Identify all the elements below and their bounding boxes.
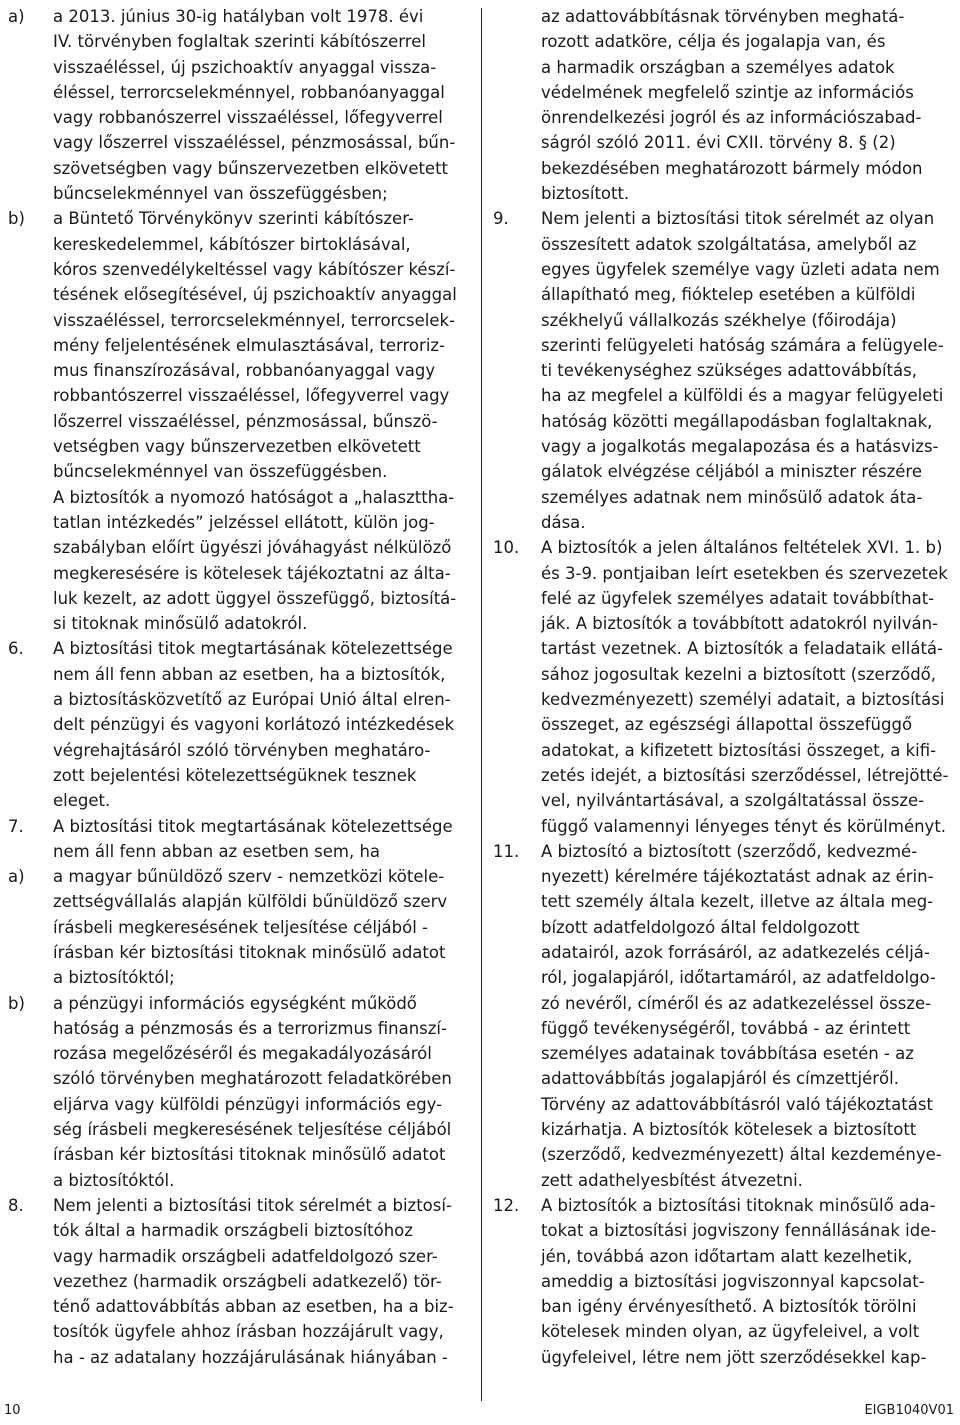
line-text: visszaéléssel, terrorcselekménnyel, terrorcselek-: [53, 310, 456, 330]
line-text: a magyar bűnüldöző szerv - nemzetközi kötele-: [53, 867, 445, 887]
line-text: Nem jelenti a biztosítási titok sérelmét az olyan: [541, 209, 935, 229]
line-text: székhelyű vállalkozás székhelye (főirodája): [541, 310, 897, 330]
text-line: [8, 1117, 468, 1142]
text-line: [8, 459, 468, 484]
text-line: [8, 889, 468, 914]
text-line: [8, 232, 468, 257]
text-line: [8, 814, 468, 839]
line-text: zetés idejét, a biztosítási szerződéssel, létrejötté-: [541, 765, 949, 785]
line-text: gálatok elvégzése céljából a miniszter részére: [541, 462, 922, 482]
line-text: Nem jelenti a biztosítási titok sérelmét a biztosí-: [53, 1195, 452, 1215]
text-line: [493, 712, 955, 737]
line-text: nem áll fenn abban az esetben, ha a biztosítók,: [53, 664, 446, 684]
text-line: [8, 257, 468, 282]
text-line: [493, 510, 955, 535]
line-text: A biztosító a biztosított (szerződő, kedvezmé-: [541, 841, 918, 861]
line-text: egyes ügyfelek személye vagy üzleti adata nem: [541, 259, 940, 279]
text-line: [493, 586, 955, 611]
text-line: [8, 156, 468, 181]
text-line: [8, 181, 468, 206]
line-text: A biztosítási titok megtartásának kötelezettsége: [53, 816, 453, 836]
text-line: [8, 1319, 468, 1344]
line-text: kóros szenvedélykeltéssel vagy kábítószer készí-: [53, 259, 456, 279]
line-text: állapítható meg, fióktelep esetében a külföldi: [541, 285, 916, 305]
line-text: ságról szóló 2011. évi CXII. törvény 8. § (2): [541, 133, 896, 153]
line-text: zó nevéről, címéről és az adatkezeléssel össze-: [541, 993, 932, 1013]
text-line: [8, 561, 468, 586]
text-line: [493, 434, 955, 459]
item-label: 6.: [8, 639, 24, 659]
text-line: [493, 1193, 955, 1218]
text-line: [8, 788, 468, 813]
text-line: [8, 1168, 468, 1193]
text-line: [493, 1345, 955, 1370]
text-line: [493, 1244, 955, 1269]
text-line: [493, 636, 955, 661]
text-line: [8, 358, 468, 383]
line-text: nyezett) kérelmére tájékoztatást adnak az érin-: [541, 867, 934, 887]
text-line: [493, 535, 955, 560]
text-line: [493, 1092, 955, 1117]
line-text: adattovábbítás jogalapjáról és címzettjéről.: [541, 1069, 899, 1089]
text-line: [493, 485, 955, 510]
text-line: [493, 105, 955, 130]
line-text: szabályban előírt ügyészi jóváhagyást nélkülöző: [53, 538, 452, 558]
text-line: [493, 333, 955, 358]
text-line: [493, 156, 955, 181]
text-line: [493, 358, 955, 383]
line-text: hatóság a pénzmosás és a terrorizmus finanszí-: [53, 1018, 447, 1038]
text-line: [493, 80, 955, 105]
line-text: rozása megelőzéséről és megakadályozásáról: [53, 1044, 432, 1064]
line-text: robbantószerrel visszaéléssel, lőfegyverrel vagy: [53, 386, 450, 406]
line-text: zett adathelyesbítést átvezetni.: [541, 1170, 803, 1190]
line-text: személyes adatnak nem minősülő adatok áta-: [541, 487, 923, 507]
line-text: bekezdésében meghatározott bármely módon: [541, 158, 923, 178]
text-line: [8, 1016, 468, 1041]
text-line: [493, 561, 955, 586]
text-line: [493, 4, 955, 29]
line-text: vetségben vagy bűnszervezetben elkövetett: [53, 437, 421, 457]
line-text: függő valamennyi lényeges tényt és körülményt.: [541, 816, 947, 836]
item-label: 10.: [493, 538, 520, 558]
line-text: bűncselekménnyel van összefüggésben;: [53, 184, 388, 204]
line-text: a pénzügyi információs egységként működő: [53, 993, 417, 1013]
line-text: zettségvállalás alapján külföldi bűnüldöző szerv: [53, 892, 448, 912]
text-line: [493, 308, 955, 333]
line-text: önrendelkezési jogról és az információszabad-: [541, 108, 922, 128]
text-line: [8, 1041, 468, 1066]
text-line: [493, 1016, 955, 1041]
text-line: [493, 181, 955, 206]
line-text: éléssel, terrorcselekménnyel, robbanóanyaggal: [53, 82, 445, 102]
line-text: tett személy általa kezelt, illetve az általa meg-: [541, 892, 934, 912]
line-text: bűncselekménnyel van összefüggésben.: [53, 462, 388, 482]
line-text: A biztosítók a biztosítási titoknak minősülő ada-: [541, 1195, 936, 1215]
line-text: ti tevékenységhez szükséges adattovábbítás,: [541, 361, 917, 381]
text-line: [8, 965, 468, 990]
line-text: jén, továbbá azon időtartam alatt kezelhetik,: [541, 1246, 913, 1266]
item-label: 8.: [8, 1195, 24, 1215]
text-line: [493, 1142, 955, 1167]
text-line: [493, 889, 955, 914]
line-text: a Büntető Törvénykönyv szerinti kábítószer-: [53, 209, 414, 229]
text-line: [8, 839, 468, 864]
line-text: mus finanszírozásával, robbanóanyaggal vagy: [53, 361, 436, 381]
text-line: [8, 1142, 468, 1167]
document-code: EIGB1040V01: [864, 1403, 954, 1418]
line-text: szóló törvényben meghatározott feladatkörében: [53, 1069, 452, 1089]
line-text: adatairól, azok forrásáról, az adatkezelés céljá-: [541, 942, 930, 962]
line-text: írásban kér biztosítási titoknak minősülő adatot: [53, 942, 446, 962]
line-text: vagy a jogalkotás megalapozása és a hatásvizs-: [541, 437, 939, 457]
line-text: megkeresésére is kötelesek tájékoztatni az álta-: [53, 563, 451, 583]
line-text: ról, jogalapjáról, időtartamáról, az adatfeldolgo-: [541, 968, 936, 988]
line-text: a biztosítóktól;: [53, 968, 175, 988]
text-line: [8, 1269, 468, 1294]
text-line: [8, 738, 468, 763]
text-line: [493, 611, 955, 636]
text-line: [8, 1294, 468, 1319]
line-text: ban igény érvényesíthető. A biztosítók törölni: [541, 1297, 917, 1317]
text-line: [8, 991, 468, 1016]
text-line: [493, 864, 955, 889]
text-line: [493, 29, 955, 54]
line-text: végrehajtásáról szóló törvényben meghatáro-: [53, 740, 431, 760]
text-line: [8, 636, 468, 661]
text-line: [8, 206, 468, 231]
line-text: ják. A biztosítók a továbbított adatokról nyilván-: [541, 614, 939, 634]
line-text: A biztosítási titok megtartásának kötelezettsége: [53, 639, 453, 659]
text-line: [8, 80, 468, 105]
line-text: ha - az adatalany hozzájárulásának hiányában -: [53, 1347, 448, 1367]
line-text: (szerződő, kedvezményezett) által kezdeménye-: [541, 1145, 942, 1165]
text-line: [493, 738, 955, 763]
text-line: [8, 383, 468, 408]
line-text: hatóság közötti megállapodásban foglaltaknak,: [541, 411, 933, 431]
line-text: tartást vezetnek. A biztosítók a feladataik ellátá-: [541, 639, 943, 659]
text-line: [8, 687, 468, 712]
text-line: [8, 105, 468, 130]
text-line: [8, 282, 468, 307]
line-text: mény feljelentésének elmulasztásával, terroriz-: [53, 335, 446, 355]
line-text: és 3-9. pontjaiban leírt esetekben és szervezetek: [541, 563, 948, 583]
line-text: vagy robbanószerrel visszaéléssel, lőfegyverrel: [53, 108, 443, 128]
text-line: [493, 459, 955, 484]
text-line: [493, 383, 955, 408]
line-text: rozott adatköre, célja és jogalapja van, és: [541, 32, 886, 52]
text-line: [8, 485, 468, 510]
line-text: az adattovábbításnak törvényben meghatá-: [541, 7, 905, 26]
line-text: adatokat, a kifizetett biztosítási összeget, a kifi-: [541, 740, 937, 760]
line-text: kötelesek minden olyan, az ügyfeleivel, a volt: [541, 1322, 920, 1342]
line-text: vagy lőszerrel visszaéléssel, pénzmosással, bűn-: [53, 133, 456, 153]
item-label: 9.: [493, 209, 509, 229]
text-line: [8, 55, 468, 80]
line-text: vagy harmadik országbeli adatfeldolgozó szer-: [53, 1246, 438, 1266]
line-text: zott bejelentési kötelezettségüknek tesznek: [53, 765, 417, 785]
text-line: [8, 4, 468, 29]
line-text: ség írásbeli megkeresésének teljesítése céljából: [53, 1120, 452, 1140]
text-line: [493, 1041, 955, 1066]
text-line: [493, 282, 955, 307]
line-text: írásban kér biztosítási titoknak minősülő adatot: [53, 1145, 446, 1165]
text-line: [8, 1193, 468, 1218]
text-line: [493, 1168, 955, 1193]
line-text: kereskedelemmel, kábítószer birtoklásával,: [53, 234, 411, 254]
line-text: kizárhatja. A biztosítók kötelesek a biztosított: [541, 1120, 917, 1140]
text-line: [493, 257, 955, 282]
text-line: [493, 662, 955, 687]
line-text: vel, nyilvántartásával, a szolgáltatással össze-: [541, 791, 925, 811]
item-label: 11.: [493, 841, 520, 861]
text-line: [493, 1269, 955, 1294]
line-text: tokat a biztosítási jogviszony fennállásának ide-: [541, 1221, 937, 1241]
text-line: [493, 940, 955, 965]
text-line: [8, 940, 468, 965]
text-line: [493, 788, 955, 813]
text-line: [8, 333, 468, 358]
text-line: [493, 130, 955, 155]
text-line: [8, 763, 468, 788]
item-label: a): [8, 7, 25, 26]
text-line: [8, 130, 468, 155]
text-line: [8, 586, 468, 611]
line-text: ameddig a biztosítási jogviszonnyal kapcsolat-: [541, 1271, 925, 1291]
text-line: [493, 839, 955, 864]
text-line: [493, 409, 955, 434]
text-line: [493, 687, 955, 712]
text-line: [8, 712, 468, 737]
text-line: [493, 206, 955, 231]
text-line: [493, 232, 955, 257]
text-line: [8, 29, 468, 54]
line-text: A biztosítók a nyomozó hatóságot a „halaszttha-: [53, 487, 455, 507]
column-divider: [481, 8, 482, 1401]
line-text: luk kezelt, az adott üggyel összefüggő, biztosítá-: [53, 588, 457, 608]
left-column: [8, 4, 468, 1370]
text-line: [493, 814, 955, 839]
line-text: tosítók ügyfele ahhoz írásban hozzájárult vagy,: [53, 1322, 444, 1342]
right-column: [493, 4, 955, 1370]
line-text: felé az ügyfelek személyes adatait továbbíthat-: [541, 588, 935, 608]
line-text: a biztosításközvetítő az Európai Unió által elren-: [53, 690, 451, 710]
line-text: védelmének megfelelő szintje az információs: [541, 82, 914, 102]
line-text: ügyfeleivel, létre nem jött szerződésekkel kap-: [541, 1347, 927, 1367]
text-line: [8, 1066, 468, 1091]
text-line: [493, 915, 955, 940]
line-text: ha az megfelel a külföldi és a magyar felügyeleti: [541, 386, 944, 406]
line-text: a 2013. június 30-ig hatályban volt 1978. évi: [53, 7, 424, 26]
text-line: [493, 1319, 955, 1344]
text-line: [8, 1244, 468, 1269]
text-line: [8, 535, 468, 560]
line-text: személyes adatainak továbbítása esetén - az: [541, 1044, 914, 1064]
line-text: delt pénzügyi és vagyoni korlátozó intézkedések: [53, 715, 455, 735]
text-line: [8, 915, 468, 940]
line-text: bízott adatfeldolgozó által feldolgozott: [541, 917, 860, 937]
line-text: függő tevékenységéről, továbbá - az érintett: [541, 1018, 911, 1038]
line-text: sához jogosultak kezelni a biztosított (szerződő,: [541, 664, 937, 684]
item-label: b): [8, 209, 25, 229]
text-line: [8, 662, 468, 687]
line-text: a harmadik országban a személyes adatok: [541, 57, 895, 77]
line-text: összesített adatok szolgáltatása, amelyből az: [541, 234, 917, 254]
line-text: eleget.: [53, 791, 111, 811]
line-text: vezethez (harmadik országbeli adatkezelő) tör-: [53, 1271, 442, 1291]
line-text: A biztosítók a jelen általános feltételek XVI. 1. b): [541, 538, 943, 558]
text-line: [493, 1218, 955, 1243]
text-line: [493, 991, 955, 1016]
line-text: tók által a harmadik országbeli biztosítóhoz: [53, 1221, 413, 1241]
text-line: [8, 1345, 468, 1370]
line-text: írásbeli megkeresésének teljesítése céljából -: [53, 917, 428, 937]
item-label: a): [8, 867, 25, 887]
line-text: tatlan intézkedés” jelzéssel ellátott, külön jog-: [53, 512, 435, 532]
text-line: [493, 1294, 955, 1319]
text-line: [8, 864, 468, 889]
text-line: [8, 308, 468, 333]
line-text: dása.: [541, 512, 586, 532]
item-label: 12.: [493, 1195, 520, 1215]
line-text: tésének elősegítésével, új pszichoaktív anyaggal: [53, 285, 457, 305]
text-line: [8, 434, 468, 459]
text-line: [493, 1117, 955, 1142]
item-label: b): [8, 993, 25, 1013]
text-line: [493, 763, 955, 788]
line-text: szerinti felügyeleti hatóság számára a felügyele-: [541, 335, 944, 355]
line-text: szövetségben vagy bűnszervezetben elkövetett: [53, 158, 449, 178]
line-text: biztosított.: [541, 184, 630, 204]
line-text: IV. törvényben foglaltak szerinti kábítószerrel: [53, 32, 426, 52]
line-text: kedvezményezett) személyi adatait, a biztosítási: [541, 690, 945, 710]
line-text: Törvény az adattovábbításról való tájékoztatást: [541, 1094, 933, 1114]
line-text: a biztosítóktól.: [53, 1170, 175, 1190]
line-text: visszaéléssel, új pszichoaktív anyaggal vissza-: [53, 57, 437, 77]
line-text: eljárva vagy külföldi pénzügyi információs egy-: [53, 1094, 443, 1114]
item-label: 7.: [8, 816, 24, 836]
line-text: lőszerrel visszaéléssel, pénzmosással, bűnszö-: [53, 411, 438, 431]
line-text: si titoknak minősülő adatokról.: [53, 614, 308, 634]
line-text: összeget, az egészségi állapottal összefüggő: [541, 715, 913, 735]
line-text: nem áll fenn abban az esetben sem, ha: [53, 841, 381, 861]
text-line: [8, 409, 468, 434]
text-line: [493, 55, 955, 80]
text-line: [8, 611, 468, 636]
text-line: [8, 1218, 468, 1243]
text-line: [493, 965, 955, 990]
page-number: 10: [4, 1403, 21, 1418]
text-line: [8, 510, 468, 535]
text-line: [493, 1066, 955, 1091]
text-line: [8, 1092, 468, 1117]
line-text: ténő adattovábbítás abban az esetben, ha a biz-: [53, 1297, 454, 1317]
